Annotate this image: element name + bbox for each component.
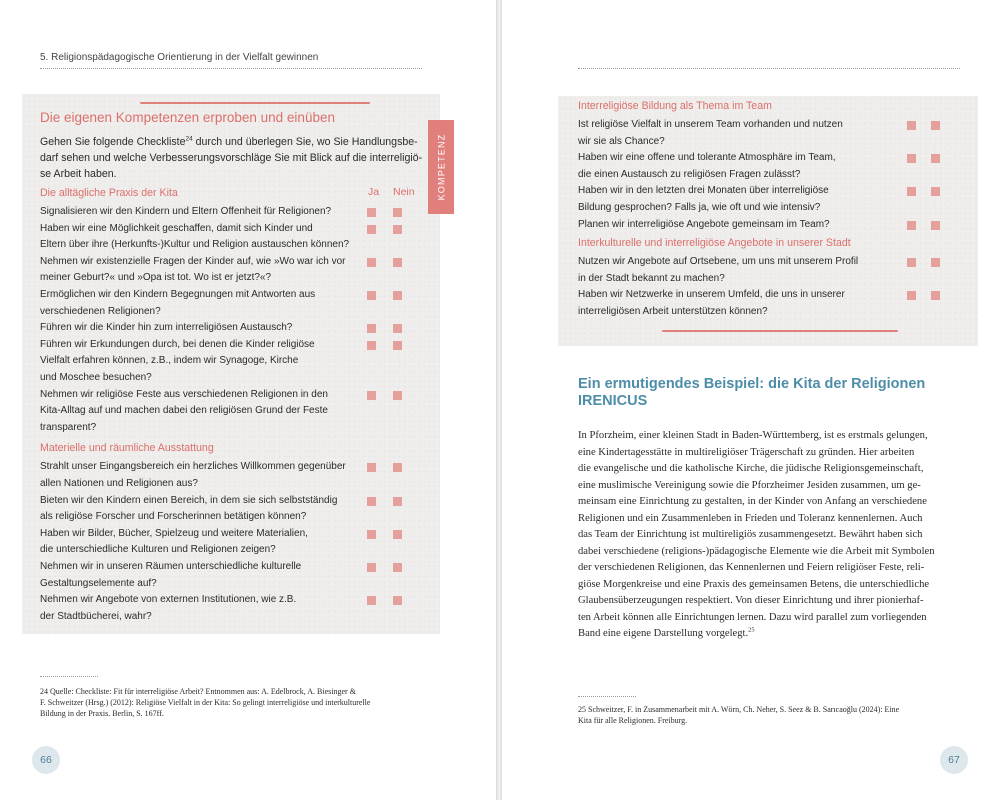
- checkbox-no[interactable]: [931, 154, 940, 163]
- checklist-question: Ist religiöse Vielfalt in unserem Team vorhanden und nutzen wir sie als Chance?: [578, 119, 843, 147]
- checkbox-yes[interactable]: [367, 291, 376, 300]
- body-line: [578, 626, 960, 643]
- checkbox-yes[interactable]: [907, 258, 916, 267]
- checklist-question: Haben wir in den letzten drei Monaten über interreligiöse Bildung gesprochen? Falls ja, wie oft und wie intensiv?: [578, 185, 829, 213]
- checklist-question: Haben wir eine Möglichkeit geschaffen, damit sich Kinder und Eltern über ihre (Herkunfts-)Kultur und Religion austauschen können?: [40, 222, 350, 251]
- intro-text: se Arbeit haben.: [40, 168, 117, 180]
- checkbox-no[interactable]: [393, 324, 402, 333]
- checkbox-yes[interactable]: [367, 463, 376, 472]
- right-page: [502, 0, 1000, 800]
- column-header-yes: Ja: [368, 186, 380, 198]
- body-line: Glaubensüberzeugungen respektiert. Von dieser Einrichtung und ihrer pionierhaf-: [578, 595, 924, 606]
- checkbox-no[interactable]: [393, 563, 402, 572]
- body-line-text: Band eine eigene Darstellung vorgelegt.: [578, 628, 749, 639]
- checkbox-yes[interactable]: [907, 121, 916, 130]
- box-top-accent-line: [140, 102, 370, 104]
- checkbox-yes[interactable]: [367, 225, 376, 234]
- checkbox-no[interactable]: [931, 121, 940, 130]
- body-line: Religionen und ein Zusammenleben in Frieden und Toleranz kennenlernen. Auch: [578, 512, 923, 524]
- checklist-section-heading: Die alltägliche Praxis der Kita: [40, 187, 178, 199]
- kompetenz-side-tab: [428, 120, 454, 214]
- checkbox-yes[interactable]: [367, 530, 376, 539]
- header-dotted-rule: [40, 68, 422, 69]
- checklist-question: Bieten wir den Kindern einen Bereich, in dem sie sich selbstständig als religiöse Forscher und Forscherinnen betätigen können?: [40, 494, 338, 523]
- footnote-25: [578, 704, 978, 726]
- checkbox-no[interactable]: [931, 258, 940, 267]
- footnote-ref: 24: [185, 135, 193, 143]
- checkbox-yes[interactable]: [907, 187, 916, 196]
- body-paragraph: [578, 428, 960, 643]
- checklist-question: Führen wir die Kinder hin zum interreligiösen Austausch?: [40, 322, 293, 334]
- checkbox-no[interactable]: [393, 291, 402, 300]
- footnote-line: Bildung in der Praxis. Berlin, S. 167ff.: [40, 709, 164, 718]
- checkbox-no[interactable]: [931, 187, 940, 196]
- checkbox-no[interactable]: [393, 341, 402, 350]
- box-intro: [40, 134, 430, 182]
- checkbox-yes[interactable]: [367, 391, 376, 400]
- body-line: eine Kindertagesstätte in multireligiöser Trägerschaft zu gründen. Hier arbeiten: [578, 446, 915, 458]
- checkbox-yes[interactable]: [367, 596, 376, 605]
- checklist-question: Haben wir Netzwerke in unserem Umfeld, die uns in unserer interreligiösen Arbeit unterstützen können?: [578, 289, 845, 317]
- checkbox-no[interactable]: [393, 530, 402, 539]
- checkbox-yes[interactable]: [907, 154, 916, 163]
- box-title: Die eigenen Kompetenzen erproben und einüben: [40, 110, 335, 125]
- chapter-title-line: IRENICUS: [578, 393, 648, 409]
- body-line: meinsam eine Einrichtung zu gestalten, in der Kinder von Anfang an verschiedene: [578, 496, 927, 507]
- footnote-line: 24 Quelle: Checkliste: Fit für interreligiöse Arbeit? Entnommen aus: A. Edelbrock, A. Biesinger &: [40, 687, 356, 696]
- checklist-question: Haben wir eine offene und tolerante Atmosphäre im Team, die einen Austausch zu religiösen Fragen zulässt?: [578, 152, 836, 180]
- checkbox-yes[interactable]: [367, 208, 376, 217]
- body-line: das Team der Einrichtung ist multireligiös zusammengesetzt. Bewährt haben sich: [578, 529, 923, 540]
- chapter-title-line: Ein ermutigendes Beispiel: die Kita der Religionen: [578, 376, 926, 392]
- checklist-question: Nehmen wir Angebote von externen Institutionen, wie z.B. der Stadtbücherei, wahr?: [40, 594, 297, 622]
- checklist-question: Signalisieren wir den Kindern und Eltern Offenheit für Religionen?: [40, 206, 332, 217]
- checkbox-no[interactable]: [393, 596, 402, 605]
- checkbox-yes[interactable]: [367, 497, 376, 506]
- footnote-24: [40, 686, 440, 719]
- footnote-line: F. Schweitzer (Hrsg.) (2012): Religiöse Vielfalt in der Kita: So gelingt interreligiöse und interkulturelle: [40, 698, 371, 707]
- checklist-question: Strahlt unser Eingangsbereich ein herzliches Willkommen gegenüber allen Nationen und Religionen aus?: [40, 461, 346, 489]
- checkbox-yes[interactable]: [367, 341, 376, 350]
- footnote-line: Kita für alle Religionen. Freiburg.: [578, 716, 688, 725]
- body-line: In Pforzheim, einer kleinen Stadt in Baden-Württemberg, ist es erstmals gelungen,: [578, 430, 928, 441]
- body-line: giöse Morgenkreise und eine Praxis des gemeinsamen Betens, die unterschiedliche: [578, 578, 930, 590]
- page-number-66: 66: [32, 746, 60, 774]
- page-number-67: 67: [940, 746, 968, 774]
- checkbox-no[interactable]: [393, 497, 402, 506]
- checklist-question: Führen wir Erkundungen durch, bei denen die Kinder religiöse Vielfalt erfahren können, z.B., indem wir Synagoge, Kirche und Moschee besuchen?: [40, 338, 315, 383]
- checkbox-no[interactable]: [393, 225, 402, 234]
- checklist-question: Planen wir interreligiöse Angebote gemeinsam im Team?: [578, 218, 830, 230]
- chapter-title: [578, 376, 938, 410]
- body-line: der verschiedenen Religionen, das Kennenlernen und Feiern religiöser Feste, reli-: [578, 562, 925, 573]
- column-header-no: Nein: [393, 186, 415, 198]
- body-line: ten Arbeit können alle Einrichtungen lernen. Dazu wird parallel zum vorliegenden: [578, 611, 927, 623]
- checkbox-no[interactable]: [931, 221, 940, 230]
- checkbox-yes[interactable]: [367, 563, 376, 572]
- footnote-ref: 25: [748, 626, 755, 634]
- checkbox-yes[interactable]: [907, 221, 916, 230]
- checkbox-yes[interactable]: [367, 258, 376, 267]
- checkbox-yes[interactable]: [907, 291, 916, 300]
- footnote-line: 25 Schweitzer, F. in Zusammenarbeit mit A. Wörn, Ch. Neher, S. Seez & B. Sarıcaoğlu (2024): Eine: [578, 705, 900, 714]
- intro-text: durch und überlegen Sie, wo Sie Handlungsbe-: [192, 136, 418, 148]
- footnote-separator: [578, 696, 636, 697]
- running-head: 5. Religionspädagogische Orientierung in der Vielfalt gewinnen: [40, 52, 319, 63]
- intro-text: darf sehen und welche Verbesserungsvorschläge Sie mit Blick auf die interreligiö-: [40, 152, 423, 164]
- checklist-question: Nehmen wir existenzielle Fragen der Kinder auf, wie »Wo war ich vor meiner Geburt?« und »Opa ist tot. Wo ist er jetzt?«?: [40, 255, 346, 284]
- checkbox-yes[interactable]: [367, 324, 376, 333]
- checklist-question: Nehmen wir religiöse Feste aus verschiedenen Religionen in den Kita-Alltag auf und machen dabei den religiösen Grund der Feste transparent?: [40, 388, 328, 433]
- left-page: [0, 0, 496, 800]
- body-line: eine muslimische Vereinigung sowie die Pforzheimer Jesiden zusammen, um ge-: [578, 479, 921, 491]
- box-bottom-accent-line: [662, 330, 898, 332]
- intro-text: Gehen Sie folgende Checkliste: [40, 136, 186, 148]
- checkbox-no[interactable]: [393, 258, 402, 267]
- body-line: die evangelische und die katholische Kirche, die jüdische Religionsgemeinschaft,: [578, 463, 924, 474]
- checklist-question: Nehmen wir in unseren Räumen unterschiedliche kulturelle Gestaltungselemente auf?: [40, 561, 302, 589]
- footnote-separator: [40, 676, 98, 677]
- checklist-question: Nutzen wir Angebote auf Ortsebene, um uns mit unserem Profil in der Stadt bekannt zu machen?: [578, 256, 859, 284]
- checkbox-no[interactable]: [393, 463, 402, 472]
- checkbox-no[interactable]: [931, 291, 940, 300]
- checkbox-no[interactable]: [393, 391, 402, 400]
- checklist-question: Ermöglichen wir den Kindern Begegnungen mit Antworten aus verschiedenen Religionen?: [40, 289, 316, 317]
- checklist-question: Haben wir Bilder, Bücher, Spielzeug und weitere Materialien, die unterschiedliche Kulturen und Religionen zeigen?: [40, 527, 308, 556]
- checklist-section-heading: Interreligiöse Bildung als Thema im Team: [578, 100, 772, 112]
- checklist-section-heading: Interkulturelle und interreligiöse Angebote in unserer Stadt: [578, 237, 851, 250]
- header-dotted-rule: [578, 68, 960, 69]
- body-line: dabei verschiedene (religions-)pädagogische Elemente wie die Arbeit mit Symbolen: [578, 545, 935, 557]
- side-tab-label: KOMPETENZ: [436, 133, 446, 201]
- checkbox-no[interactable]: [393, 208, 402, 217]
- checklist-section-heading: Materielle und räumliche Ausstattung: [40, 442, 214, 455]
